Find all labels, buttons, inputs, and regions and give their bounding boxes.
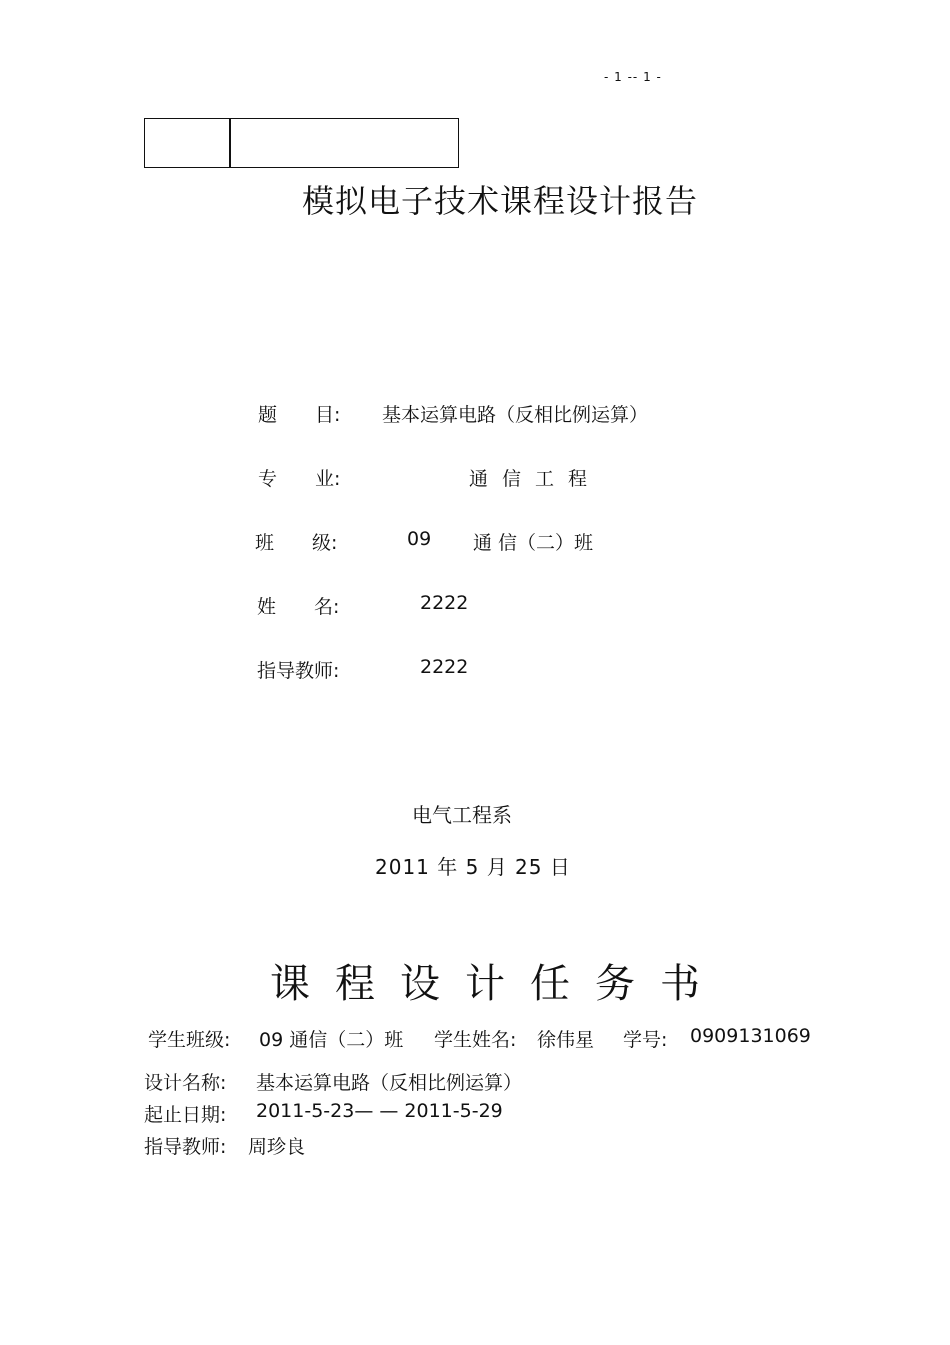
dates-value: 2011-5-23— — 2011-5-29 [256, 1100, 503, 1122]
topic-value: 基本运算电路（反相比例运算） [382, 404, 649, 426]
major-value: 通信工程 [469, 468, 602, 490]
task-advisor-value: 周珍良 [248, 1136, 306, 1158]
advisor-label: 指导教师: [257, 660, 340, 682]
task-title: 课程设计任务书 [270, 961, 725, 1007]
task-advisor-label: 指导教师: [144, 1136, 227, 1158]
class-value-number: 09 [407, 528, 432, 550]
student-class-value: 09 通信（二）班 [259, 1029, 404, 1051]
class-label: 班 级: [255, 532, 338, 554]
header-box-divider [229, 119, 231, 167]
report-title: 模拟电子技术课程设计报告 [302, 182, 699, 220]
advisor-value: 2222 [420, 656, 469, 678]
name-label: 姓 名: [257, 596, 340, 618]
class-value-text: 通 信（二）班 [473, 532, 594, 554]
header-box [144, 118, 459, 168]
student-id-value: 0909131069 [690, 1025, 811, 1047]
report-date: 2011 年 5 月 25 日 [375, 855, 571, 879]
design-name-value: 基本运算电路（反相比例运算） [256, 1072, 523, 1094]
student-class-label: 学生班级: [148, 1029, 231, 1051]
name-value: 2222 [420, 592, 469, 614]
page-number: - 1 -- 1 - [604, 70, 662, 84]
student-id-label: 学号: [623, 1029, 668, 1051]
design-name-label: 设计名称: [144, 1072, 227, 1094]
student-name-label: 学生姓名: [434, 1029, 517, 1051]
dates-label: 起止日期: [144, 1104, 227, 1126]
major-label: 专 业: [258, 468, 341, 490]
student-name-value: 徐伟星 [537, 1029, 595, 1051]
topic-label: 题 目: [258, 404, 341, 426]
department: 电气工程系 [412, 803, 512, 827]
